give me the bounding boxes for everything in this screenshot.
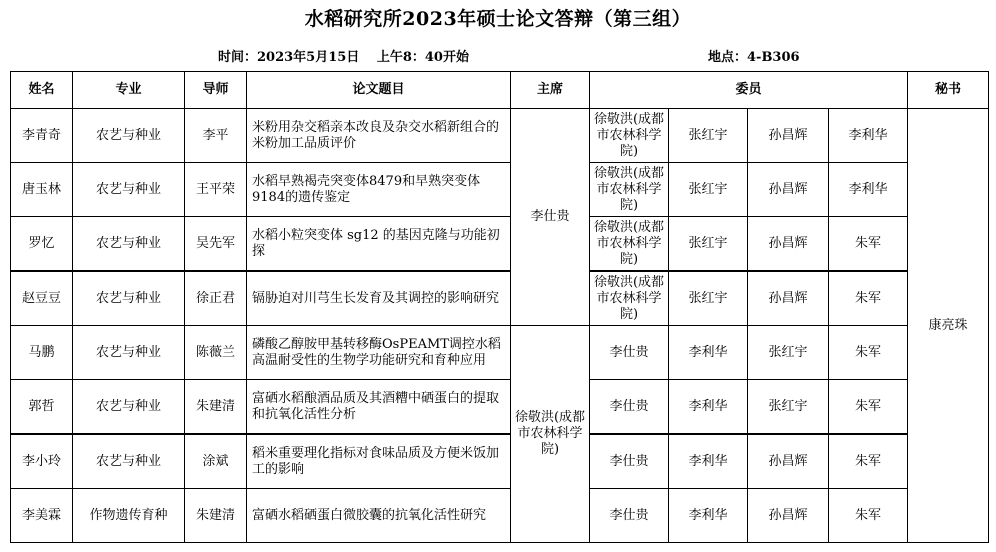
chair-cell: 徐敬洪(成都市农林科学院)	[511, 326, 590, 543]
member-cell: 孙昌辉	[748, 271, 829, 326]
student-advisor: 陈薇兰	[185, 326, 247, 380]
table-row	[11, 217, 989, 272]
header-topic: 论文题目	[247, 72, 511, 109]
member-cell: 朱军	[829, 271, 908, 326]
member-cell: 李仕贵	[590, 326, 669, 380]
thesis-topic: 磷酸乙醇胺甲基转移酶OsPEAMT调控水稻高温耐受性的生物学功能研究和育种应用	[247, 326, 511, 380]
member-cell: 张红宇	[669, 217, 748, 272]
student-major: 农艺与种业	[73, 326, 185, 380]
header-secretary: 秘书	[908, 72, 989, 109]
member-cell: 李利华	[669, 434, 748, 489]
student-advisor: 李平	[185, 109, 247, 163]
table-row	[11, 434, 989, 489]
thesis-topic: 米粉用杂交稻亲本改良及杂交水稻新组合的米粉加工品质评价	[247, 109, 511, 163]
member-cell: 朱军	[829, 489, 908, 543]
member-cell: 张红宇	[748, 380, 829, 435]
header-name: 姓名	[11, 72, 73, 109]
member-cell: 孙昌辉	[748, 489, 829, 543]
header-major: 专业	[73, 72, 185, 109]
student-name: 李美霖	[11, 489, 73, 543]
header-members: 委员	[590, 72, 908, 109]
header-advisor: 导师	[185, 72, 247, 109]
student-advisor: 涂斌	[185, 434, 247, 489]
header-row	[11, 72, 989, 109]
thesis-topic: 镉胁迫对川芎生长发育及其调控的影响研究	[247, 271, 511, 326]
member-cell: 徐敬洪(成都市农林科学院)	[590, 271, 669, 326]
member-cell: 孙昌辉	[748, 434, 829, 489]
member-cell: 李利华	[829, 163, 908, 217]
student-major: 农艺与种业	[73, 434, 185, 489]
student-major: 农艺与种业	[73, 163, 185, 217]
table-row	[11, 489, 989, 543]
secretary-cell: 康亮珠	[908, 109, 989, 543]
student-name: 罗忆	[11, 217, 73, 272]
member-cell: 张红宇	[748, 326, 829, 380]
student-name: 赵豆豆	[11, 271, 73, 326]
student-major: 农艺与种业	[73, 217, 185, 272]
thesis-topic: 水稻早熟褐壳突变体8479和早熟突变体9184的遗传鉴定	[247, 163, 511, 217]
member-cell: 张红宇	[669, 109, 748, 163]
table-row	[11, 271, 989, 326]
student-major: 农艺与种业	[73, 109, 185, 163]
member-cell: 徐敬洪(成都市农林科学院)	[590, 217, 669, 272]
thesis-topic: 稻米重要理化指标对食味品质及方便米饭加工的影响	[247, 434, 511, 489]
page-title: 水稻研究所2023年硕士论文答辩（第三组）	[304, 8, 692, 30]
student-advisor: 吴先军	[185, 217, 247, 272]
member-cell: 李利华	[669, 326, 748, 380]
table-row	[11, 326, 989, 380]
member-cell: 李利华	[829, 109, 908, 163]
student-major: 农艺与种业	[73, 380, 185, 435]
member-cell: 徐敬洪(成都市农林科学院)	[590, 109, 669, 163]
table-row	[11, 109, 989, 163]
member-cell: 李仕贵	[590, 489, 669, 543]
meeting-time: 时间：2023年5月15日 上午8：40开始	[218, 50, 469, 65]
student-name: 马鹏	[11, 326, 73, 380]
student-advisor: 朱建清	[185, 489, 247, 543]
student-advisor: 王平荣	[185, 163, 247, 217]
thesis-topic: 水稻小粒突变体 sg12 的基因克隆与功能初探	[247, 217, 511, 272]
member-cell: 李利华	[669, 489, 748, 543]
member-cell: 朱军	[829, 434, 908, 489]
table-row	[11, 380, 989, 435]
member-cell: 朱军	[829, 326, 908, 380]
table-row	[11, 163, 989, 217]
member-cell: 李仕贵	[590, 434, 669, 489]
member-cell: 张红宇	[669, 163, 748, 217]
member-cell: 孙昌辉	[748, 217, 829, 272]
meeting-place: 地点：4-B306	[708, 50, 800, 65]
member-cell: 朱军	[829, 380, 908, 435]
chair-cell: 李仕贵	[511, 109, 590, 326]
defense-schedule-table	[10, 71, 989, 543]
member-cell: 朱军	[829, 217, 908, 272]
student-major: 农艺与种业	[73, 271, 185, 326]
thesis-topic: 富硒水稻硒蛋白微胶囊的抗氧化活性研究	[247, 489, 511, 543]
student-name: 李青奇	[11, 109, 73, 163]
member-cell: 张红宇	[669, 271, 748, 326]
member-cell: 李利华	[669, 380, 748, 435]
student-name: 李小玲	[11, 434, 73, 489]
member-cell: 孙昌辉	[748, 163, 829, 217]
member-cell: 孙昌辉	[748, 109, 829, 163]
student-advisor: 朱建清	[185, 380, 247, 435]
student-major: 作物遗传育种	[73, 489, 185, 543]
member-cell: 徐敬洪(成都市农林科学院)	[590, 163, 669, 217]
member-cell: 李仕贵	[590, 380, 669, 435]
thesis-topic: 富硒水稻酿酒品质及其酒糟中硒蛋白的提取和抗氧化活性分析	[247, 380, 511, 435]
student-name: 郭哲	[11, 380, 73, 435]
student-name: 唐玉林	[11, 163, 73, 217]
student-advisor: 徐正君	[185, 271, 247, 326]
header-chair: 主席	[511, 72, 590, 109]
